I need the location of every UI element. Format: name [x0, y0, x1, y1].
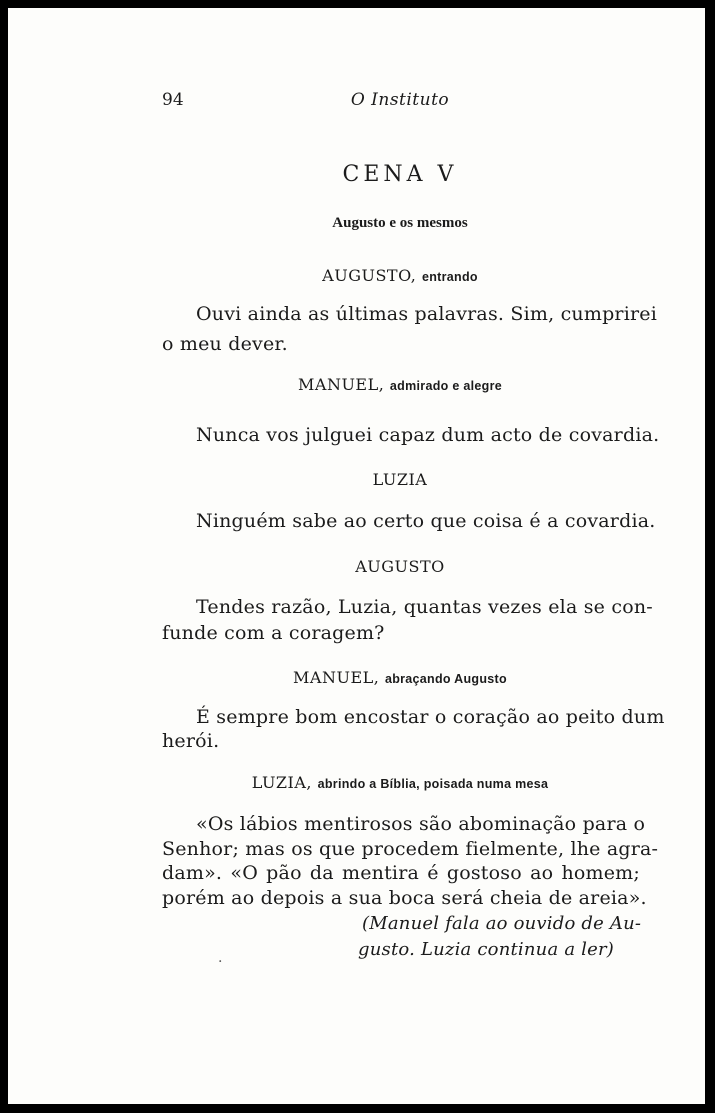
- speaker-direction: abrindo a Bíblia, poisada numa mesa: [317, 777, 549, 791]
- scene-title: CENA V: [342, 162, 458, 187]
- speaker-name: AUGUSTO: [355, 557, 445, 576]
- speaker-heading: [0, 266, 715, 285]
- dialogue-line: Ninguém sabe ao certo que coisa é a covardia.: [196, 510, 656, 532]
- dialogue-line: porém ao depois a sua boca será cheia de areia».: [162, 887, 647, 909]
- speaker-direction: abraçando Augusto: [384, 672, 507, 686]
- speaker-heading: [0, 668, 715, 687]
- page-number: 94: [162, 90, 184, 110]
- dialogue-line: Tendes razão, Luzia, quantas vezes ela se con-: [196, 596, 653, 618]
- speaker-heading: [0, 470, 715, 489]
- speaker-name: MANUEL,: [298, 375, 385, 394]
- speaker-heading: [0, 557, 715, 576]
- dialogue-line: Nunca vos julguei capaz dum acto de covardia.: [196, 424, 660, 446]
- running-title: O Instituto: [350, 90, 450, 110]
- speaker-heading: [0, 375, 715, 394]
- speaker-direction: admirado e alegre: [389, 379, 502, 393]
- speaker-name: LUZIA: [372, 470, 428, 489]
- speaker-direction: entrando: [421, 270, 478, 284]
- dialogue-line: dam». «O pão da mentira é gostoso ao homem;: [162, 862, 640, 884]
- dialogue-line: Senhor; mas os que procedem fielmente, lhe agra-: [162, 838, 659, 860]
- dialogue-line: funde com a coragem?: [162, 622, 385, 644]
- dialogue-line: Ouvi ainda as últimas palavras. Sim, cumprirei: [196, 303, 657, 325]
- speaker-name: MANUEL,: [293, 668, 380, 687]
- dialogue-line: herói.: [162, 730, 220, 752]
- speaker-heading: [0, 773, 715, 792]
- margin-mark: .: [218, 950, 223, 966]
- stage-direction-line: (Manuel fala ao ouvido de Au-: [362, 913, 642, 934]
- dialogue-line: É sempre bom encostar o coração ao peito dum: [196, 706, 665, 728]
- stage-direction-line: gusto. Luzia continua a ler): [358, 939, 615, 960]
- speaker-name: AUGUSTO,: [322, 266, 417, 285]
- dialogue-line: o meu dever.: [162, 333, 288, 355]
- scene-subtitle: Augusto e os mesmos: [332, 215, 468, 231]
- speaker-name: LUZIA,: [251, 773, 312, 792]
- dialogue-line: «Os lábios mentirosos são abominação para o: [196, 813, 646, 835]
